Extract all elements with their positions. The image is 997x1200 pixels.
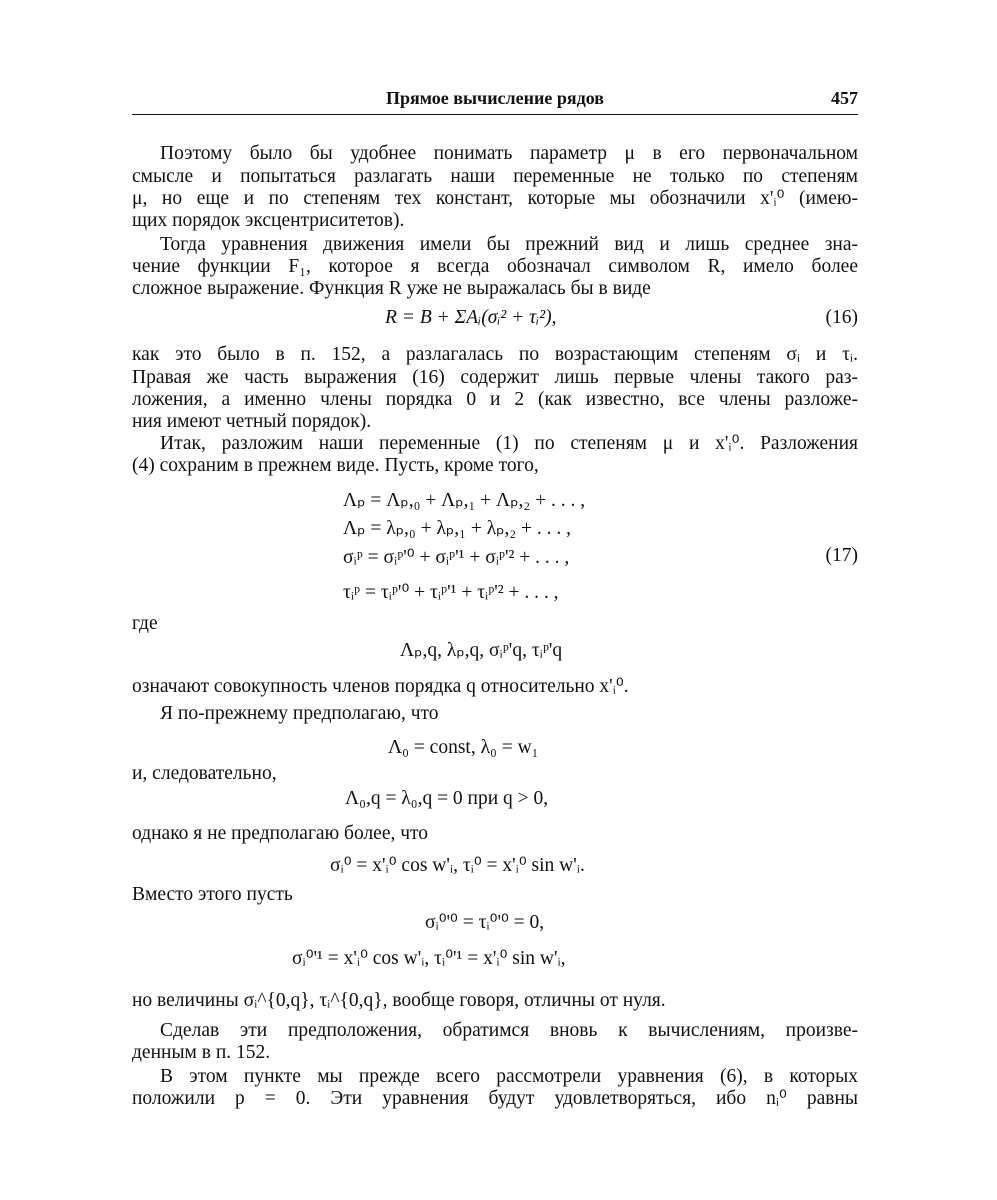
text-line: Вместо этого пусть bbox=[132, 884, 293, 905]
text-line: Тогда уравнения движения имели бы прежний вид и лишь среднее зна- bbox=[160, 234, 858, 255]
equation-instead-b: σᵢ⁰'¹ = x'ᵢ⁰ cos w'ᵢ, τᵢ⁰'¹ = x'ᵢ⁰ sin w'ᵢ, bbox=[292, 948, 566, 969]
equation-17-line: Λₚ = λₚ,₀ + λₚ,₁ + λₚ,₂ + . . . , bbox=[343, 518, 572, 539]
text-line: щих порядок эксцентриситетов). bbox=[132, 210, 405, 231]
equation-not-assumed: σᵢ⁰ = x'ᵢ⁰ cos w'ᵢ, τᵢ⁰ = x'ᵢ⁰ sin w'ᵢ. bbox=[330, 855, 585, 876]
text-line: (4) сохраним в прежнем виде. Пусть, кроме того, bbox=[132, 455, 539, 476]
page-header bbox=[132, 88, 858, 115]
text-line: денным в п. 152. bbox=[132, 1042, 271, 1063]
text-line: но величины σᵢ^{0,q}, τᵢ^{0,q}, вообще говоря, отличны от нуля. bbox=[132, 990, 666, 1011]
text-line: означают совокупность членов порядка q относительно x'ᵢ⁰. bbox=[132, 676, 629, 697]
equation-terms: Λₚ,q, λₚ,q, σᵢᵖ'q, τᵢᵖ'q bbox=[400, 640, 563, 661]
text-line: чение функции F₁, которое я всегда обозначал символом R, имело более bbox=[132, 256, 858, 277]
running-title: Прямое вычисление рядов bbox=[386, 88, 604, 108]
text-line: сложное выражение. Функция R уже не выражалась бы в виде bbox=[132, 278, 651, 299]
text-line: Правая же часть выражения (16) содержит лишь первые члены такого раз- bbox=[132, 367, 858, 388]
equation-17-line: Λₚ = Λₚ,₀ + Λₚ,₁ + Λₚ,₂ + . . . , bbox=[343, 490, 586, 511]
equation-16: R = B + ΣAᵢ(σᵢ² + τᵢ²), bbox=[385, 307, 557, 328]
text-line: смысле и попытаться разлагать наши переменные не только по степеням bbox=[132, 166, 858, 187]
equation-number: (16) bbox=[825, 307, 858, 328]
text-line: ния имеют четный порядок). bbox=[132, 411, 372, 432]
equation-17-line: τᵢᵖ = τᵢᵖ'⁰ + τᵢᵖ'¹ + τᵢᵖ'² + . . . , bbox=[343, 582, 559, 603]
text-line: Я по-прежнему предполагаю, что bbox=[160, 703, 439, 724]
text-line: μ, но еще и по степеням тех констант, которые мы обозначили x'ᵢ⁰ (имею- bbox=[132, 188, 858, 209]
text-line: Сделав эти предположения, обратимся вновь к вычислениям, произве- bbox=[160, 1020, 858, 1041]
equation-17-line: σᵢᵖ = σᵢᵖ'⁰ + σᵢᵖ'¹ + σᵢᵖ'² + . . . , bbox=[343, 547, 570, 568]
text-line: однако я не предполагаю более, что bbox=[132, 823, 429, 844]
text-line: как это было в п. 152, а разлагалась по возрастающим степеням σᵢ и τᵢ. bbox=[132, 344, 858, 365]
equation-number: (17) bbox=[825, 545, 858, 566]
equation-const: Λ₀ = const, λ₀ = w₁ bbox=[388, 737, 539, 758]
text-line: Поэтому было бы удобнее понимать параметр μ в его первоначальном bbox=[160, 143, 858, 164]
text-line: ложения, а именно члены порядка 0 и 2 (как известно, все члены разложе- bbox=[132, 389, 858, 410]
equation-zero: Λ₀,q = λ₀,q = 0 при q > 0, bbox=[345, 788, 549, 809]
text-line: Итак, разложим наши переменные (1) по степеням μ и x'ᵢ⁰. Разложения bbox=[160, 433, 858, 454]
equation-instead-a: σᵢ⁰'⁰ = τᵢ⁰'⁰ = 0, bbox=[425, 912, 545, 933]
page-number: 457 bbox=[831, 88, 858, 108]
text-line: где bbox=[132, 613, 158, 634]
text-line: В этом пункте мы прежде всего рассмотрели уравнения (6), в которых bbox=[160, 1066, 858, 1087]
text-line: и, следовательно, bbox=[132, 763, 277, 784]
text-line: положили p = 0. Эти уравнения будут удовлетворяться, ибо nᵢ⁰ равны bbox=[132, 1088, 858, 1109]
